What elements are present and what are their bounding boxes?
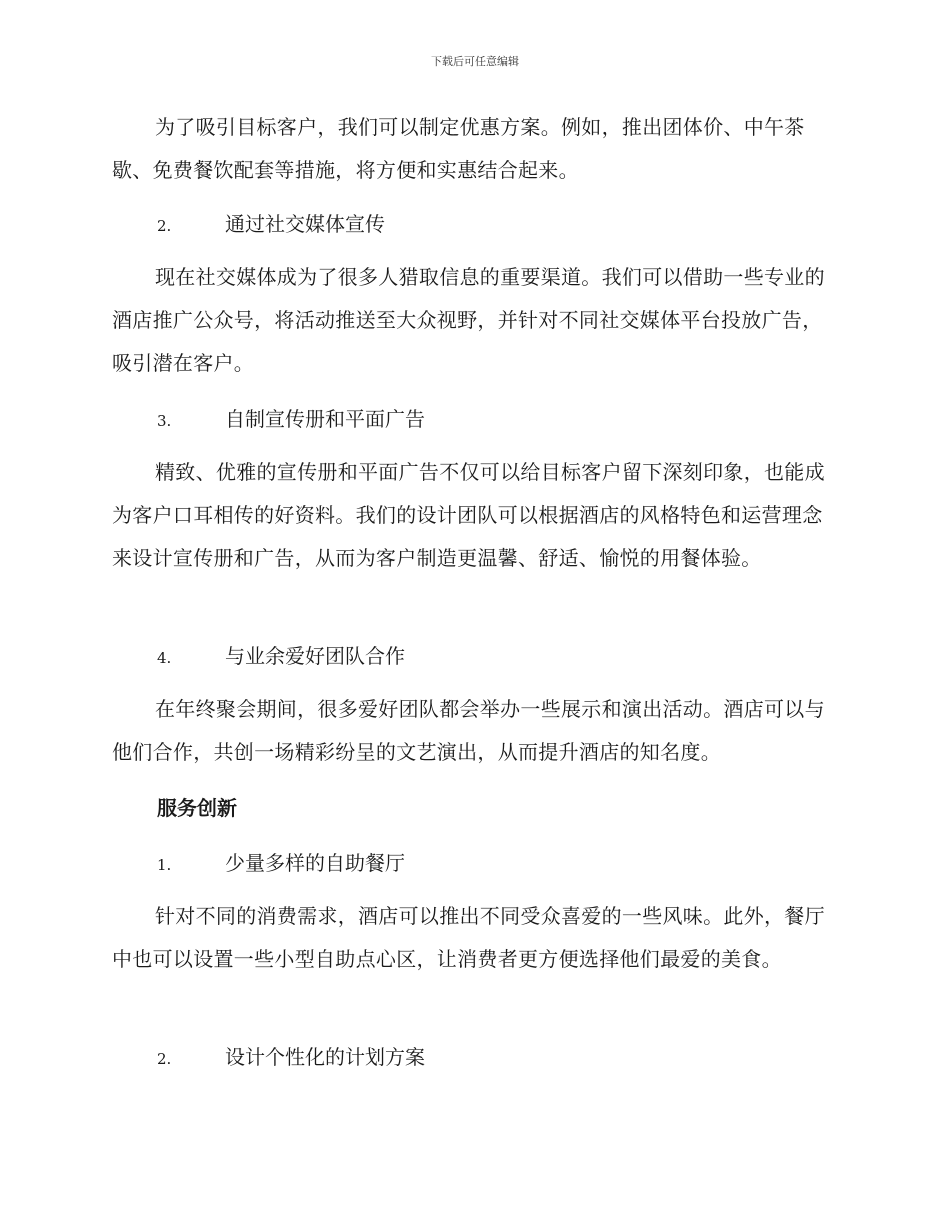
list-number: 1.: [157, 856, 172, 874]
list-number: 2.: [157, 1050, 172, 1068]
paragraph-brochure: 精致、优雅的宣传册和平面广告不仅可以给目标客户留下深刻印象，也能成为客户口耳相传的好资料。我们的设计团队可以根据酒店的风格特色和运营理念来设计宣传册和广告，从而为客户制造更温馨、舒适、愉悦的用餐体验。: [112, 460, 825, 570]
section-heading: 服务创新: [157, 796, 237, 820]
list-number: 2.: [157, 217, 172, 235]
list-item-brochure: [157, 404, 425, 436]
paragraph-buffet: 针对不同的消费需求，酒店可以推出不同受众喜爱的一些风味。此外，餐厅中也可以设置一些小型自助点心区，让消费者更方便选择他们最爱的美食。: [112, 904, 825, 971]
list-item-hobby-teams: [157, 641, 405, 673]
paragraph-discount: 为了吸引目标客户，我们可以制定优惠方案。例如，推出团体价、中午茶歇、免费餐饮配套等措施，将方便和实惠结合起来。: [112, 115, 805, 182]
list-item-buffet: [157, 848, 405, 880]
page-header: 下载后可任意编辑: [431, 55, 519, 68]
list-number: 4.: [157, 649, 172, 667]
list-item-label: 与业余爱好团队合作: [225, 644, 405, 668]
list-item-social-media: [157, 209, 385, 241]
paragraph-social-media: 现在社交媒体成为了很多人猎取信息的重要渠道。我们可以借助一些专业的酒店推广公众号，将活动推送至大众视野，并针对不同社交媒体平台投放广告，吸引潜在客户。: [112, 265, 825, 375]
list-item-label: 自制宣传册和平面广告: [225, 407, 425, 431]
list-number: 3.: [157, 412, 172, 430]
list-item-label: 通过社交媒体宣传: [225, 212, 385, 236]
list-item-label: 设计个性化的计划方案: [225, 1045, 425, 1069]
list-item-personalized-plan: [157, 1042, 425, 1074]
paragraph-hobby-teams: 在年终聚会期间，很多爱好团队都会举办一些展示和演出活动。酒店可以与他们合作，共创一场精彩纷呈的文艺演出，从而提升酒店的知名度。: [112, 697, 825, 764]
list-item-label: 少量多样的自助餐厅: [225, 851, 405, 875]
